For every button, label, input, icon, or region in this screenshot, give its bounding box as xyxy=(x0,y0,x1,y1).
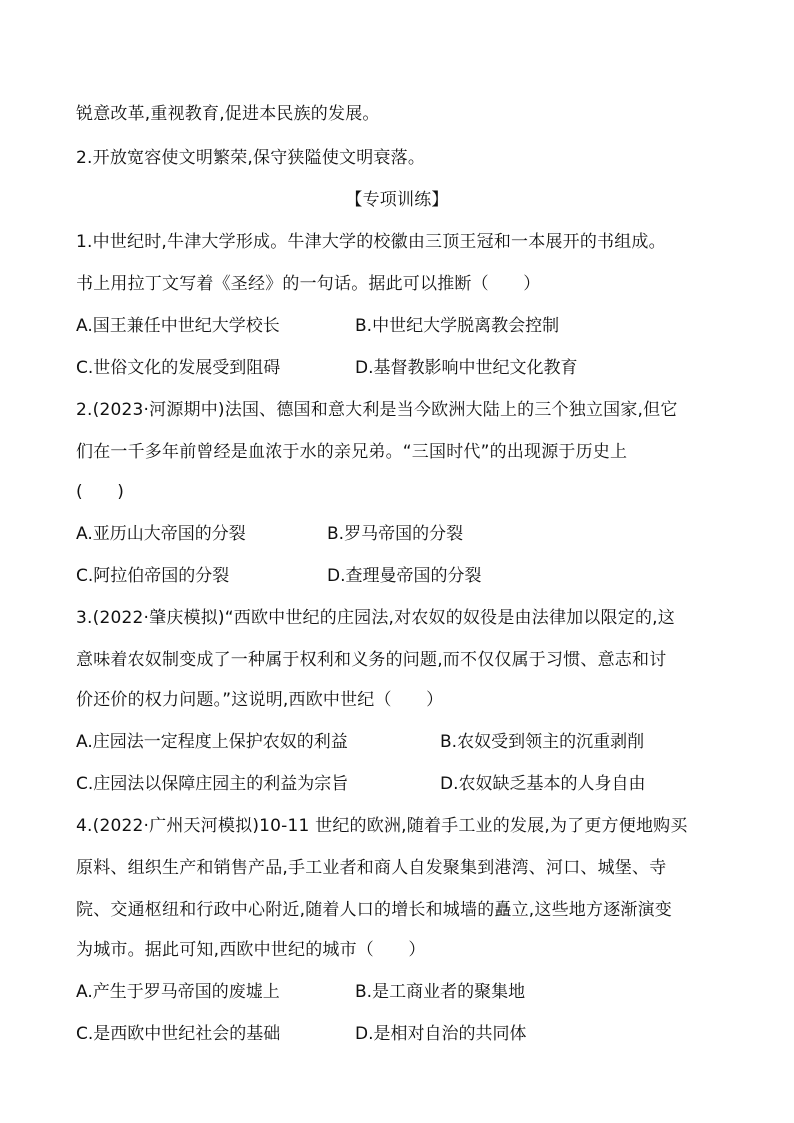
question-1-stem-line-1: 1.中世纪时,牛津大学形成。牛津大学的校徽由三顶王冠和一本展开的书组成。 xyxy=(76,232,666,252)
question-3-option-d[interactable]: D.农奴缺乏基本的人身自由 xyxy=(440,774,646,794)
question-2-option-d[interactable]: D.查理曼帝国的分裂 xyxy=(327,566,482,586)
question-1-option-c[interactable]: C.世俗文化的发展受到阻碍 xyxy=(76,358,281,378)
question-4-stem-line-4: 为城市。据此可知,西欧中世纪的城市（ ） xyxy=(76,940,426,960)
question-1-option-d[interactable]: D.基督教影响中世纪文化教育 xyxy=(355,358,578,378)
question-1-option-a[interactable]: A.国王兼任中世纪大学校长 xyxy=(76,316,280,336)
question-1-option-b[interactable]: B.中世纪大学脱离教会控制 xyxy=(355,316,560,336)
question-4-option-b[interactable]: B.是工商业者的聚集地 xyxy=(355,982,526,1002)
section-title: 【专项训练】 xyxy=(345,190,449,210)
question-2-stem-line-1: 2.(2023·河源期中)法国、德国和意大利是当今欧洲大陆上的三个独立国家,但它 xyxy=(76,400,678,420)
question-1-stem-line-2: 书上用拉丁文写着《圣经》的一句话。据此可以推断（ ） xyxy=(76,274,541,294)
question-4-stem-line-2: 原料、组织生产和销售产品,手工业者和商人自发聚集到港湾、河口、城堡、寺 xyxy=(76,858,667,878)
question-2-stem-line-3: ( ) xyxy=(76,482,125,502)
question-2-option-c[interactable]: C.阿拉伯帝国的分裂 xyxy=(76,566,230,586)
question-4-stem-line-3: 院、交通枢纽和行政中心附近,随着人口的增长和城墙的矗立,这些地方逐渐演变 xyxy=(76,900,673,920)
question-3-stem-line-1: 3.(2022·肇庆模拟)“西欧中世纪的庄园法,对农奴的奴役是由法律加以限定的,这 xyxy=(76,608,675,628)
question-4-option-a[interactable]: A.产生于罗马帝国的废墟上 xyxy=(76,982,280,1002)
intro-line-1: 锐意改革,重视教育,促进本民族的发展。 xyxy=(76,104,380,124)
question-3-stem-line-3: 价还价的权力问题。”这说明,西欧中世纪（ ） xyxy=(76,690,444,710)
question-3-stem-line-2: 意味着农奴制变成了一种属于权利和义务的问题,而不仅仅属于习惯、意志和讨 xyxy=(76,650,667,670)
question-3-option-b[interactable]: B.农奴受到领主的沉重剥削 xyxy=(440,732,645,752)
question-3-option-a[interactable]: A.庄园法一定程度上保护农奴的利益 xyxy=(76,732,348,752)
question-3-option-c[interactable]: C.庄园法以保障庄园主的利益为宗旨 xyxy=(76,774,349,794)
intro-line-2: 2.开放宽容使文明繁荣,保守狭隘使文明衰落。 xyxy=(76,148,426,168)
question-2-option-a[interactable]: A.亚历山大帝国的分裂 xyxy=(76,524,246,544)
question-4-stem-line-1: 4.(2022·广州天河模拟)10-11 世纪的欧洲,随着手工业的发展,为了更方便地购买 xyxy=(76,816,688,836)
question-4-option-c[interactable]: C.是西欧中世纪社会的基础 xyxy=(76,1024,281,1044)
question-2-option-b[interactable]: B.罗马帝国的分裂 xyxy=(327,524,464,544)
question-4-option-d[interactable]: D.是相对自治的共同体 xyxy=(355,1024,527,1044)
question-2-stem-line-2: 们在一千多年前曾经是血浓于水的亲兄弟。“三国时代”的出现源于历史上 xyxy=(76,442,628,462)
